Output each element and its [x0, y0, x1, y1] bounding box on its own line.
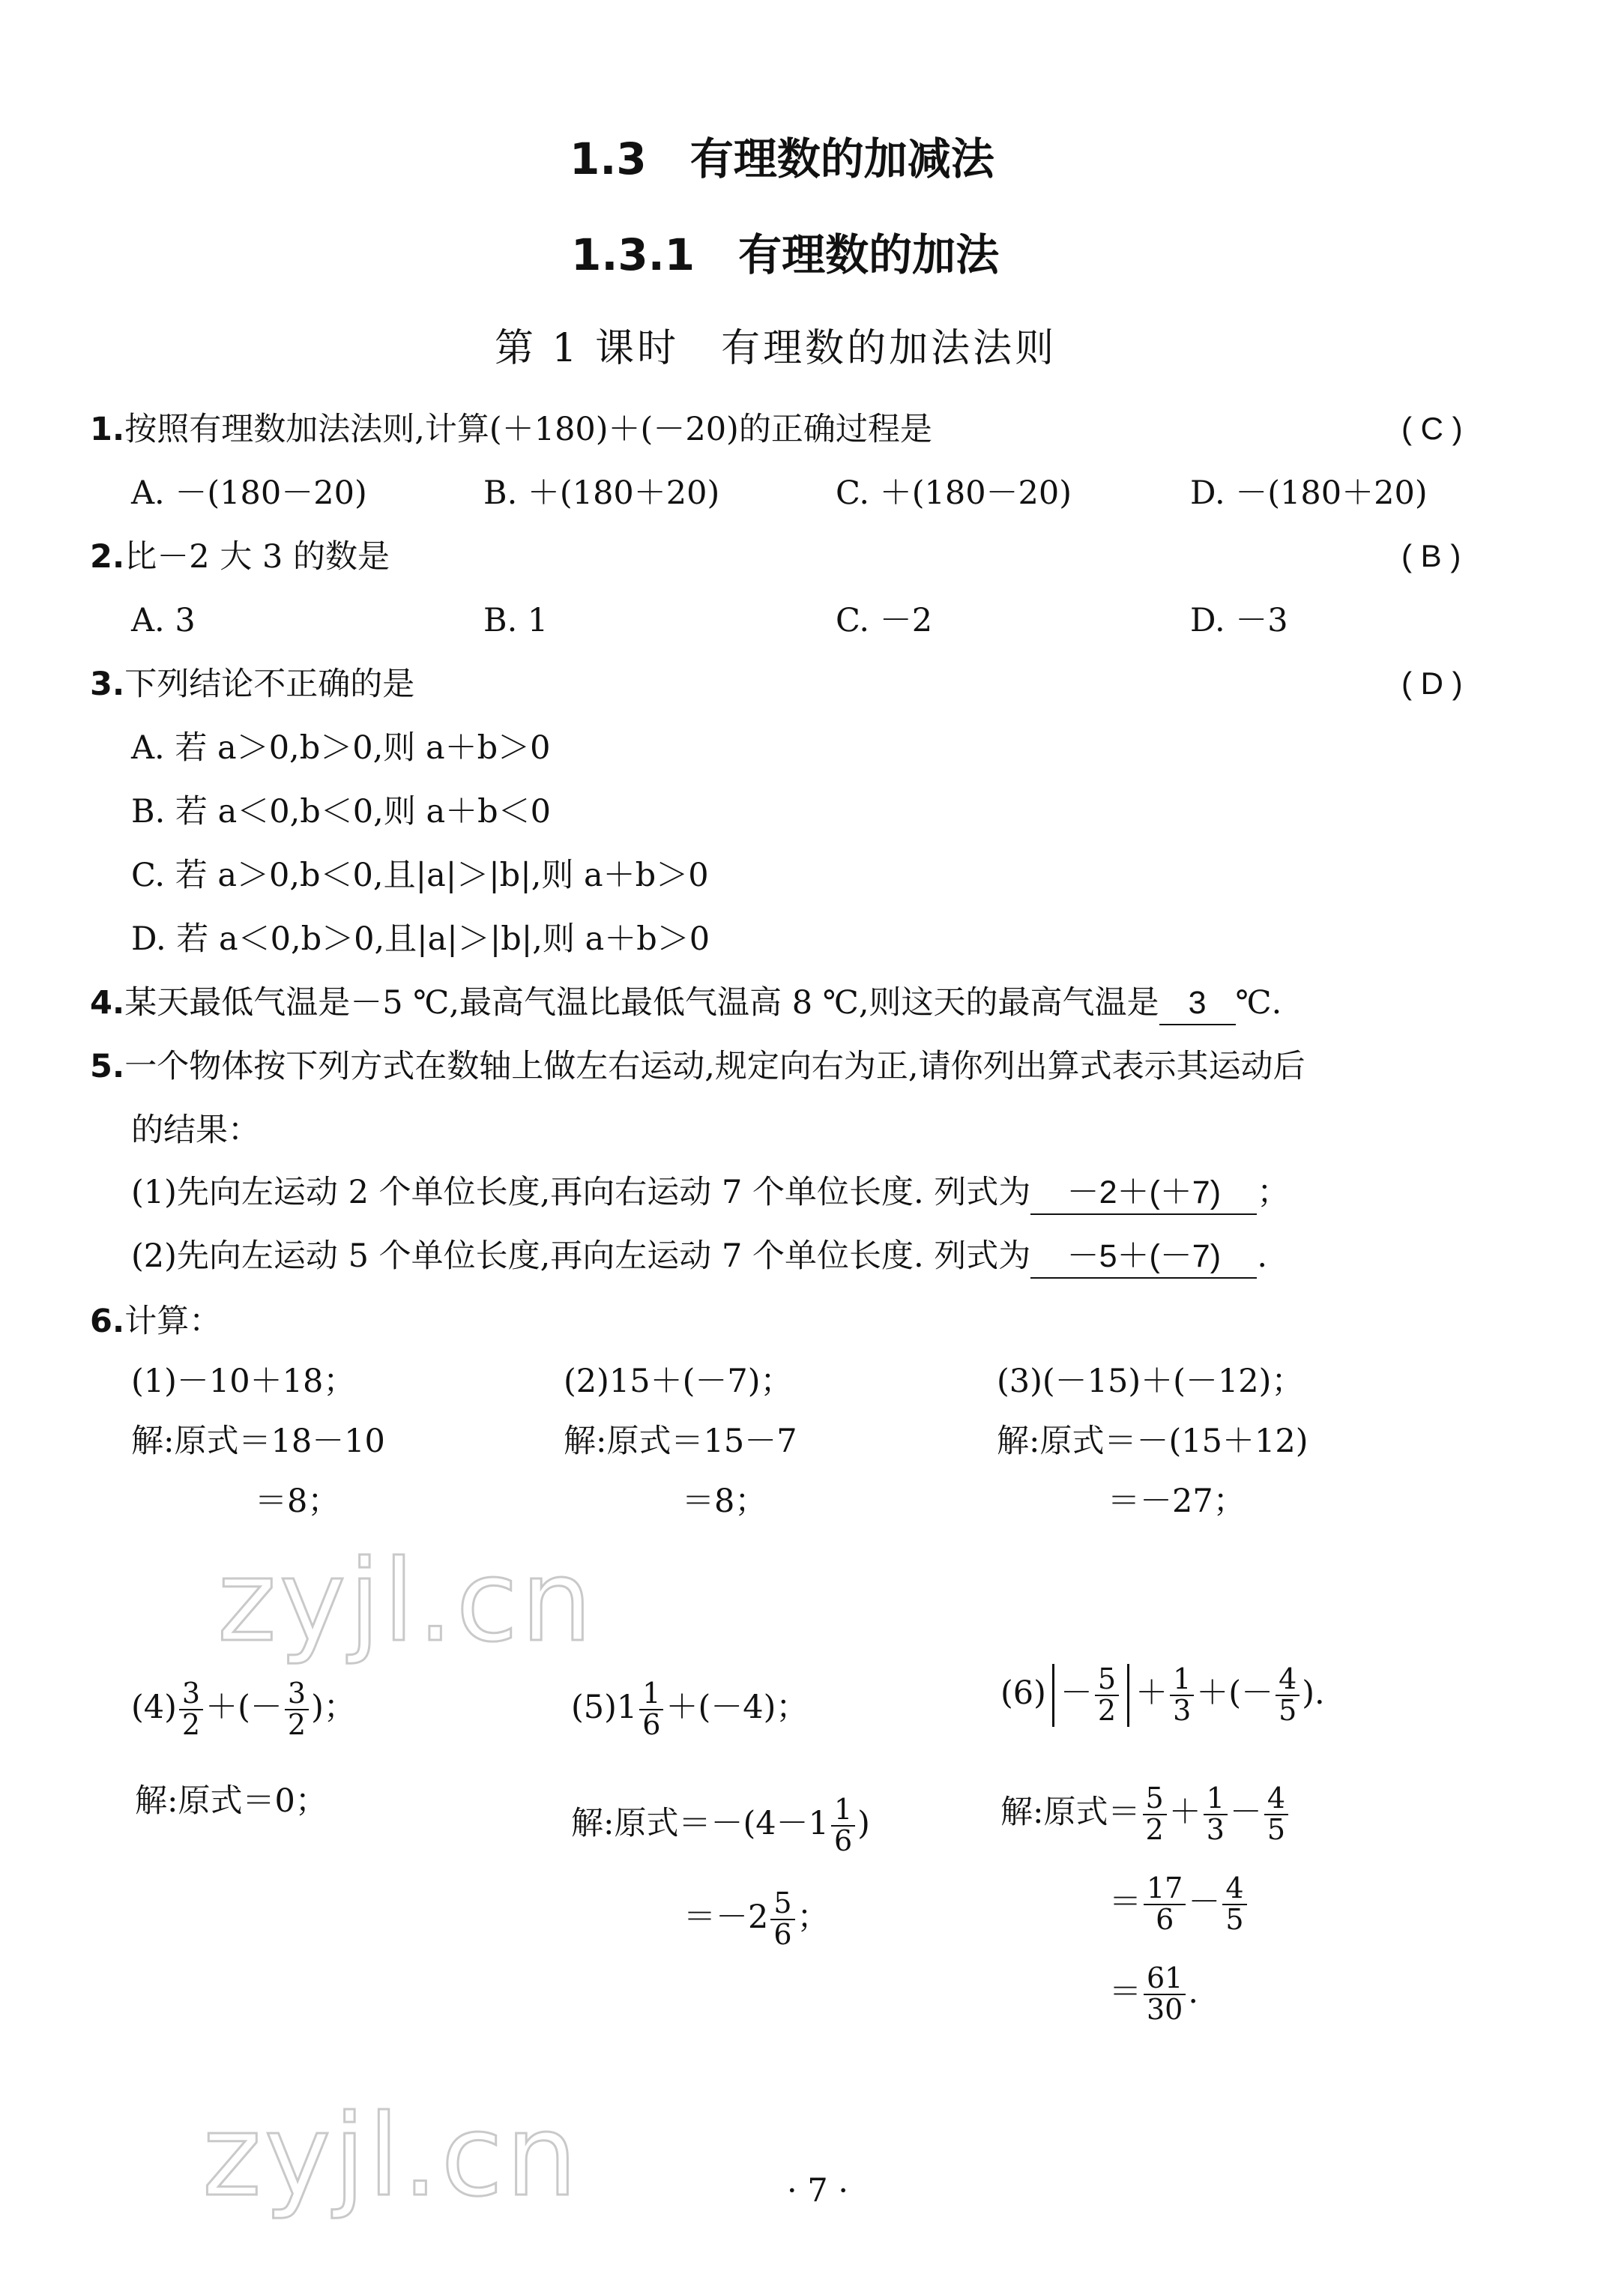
option-c: C. 若 a＞0,b＜0,且|a|＞|b|,则 a＋b＞0 [131, 857, 709, 894]
fraction: $\frac{5}{2}$ [1143, 1784, 1167, 1845]
question-number: 3. [90, 666, 125, 703]
calc-1-expression: (1)－10＋18； [131, 1363, 356, 1400]
answer-choice: ( B ) [1401, 538, 1461, 573]
question-5 [90, 1046, 1305, 1088]
fraction: $\frac{3}{2}$ [285, 1679, 309, 1740]
question-4 [90, 982, 1282, 1025]
calc-6-solution-line-1: 解:原式＝ $\frac{5}{2}$ ＋ $\frac{1}{3}$ － $\frac{4}{5}$ [1000, 1784, 1291, 1845]
fraction: $\frac{5}{2}$ [1095, 1665, 1119, 1726]
calc-5-solution-line-2: ＝－2 $\frac{5}{6}$ ； [683, 1887, 830, 1951]
part-tail: ； [1257, 1174, 1290, 1211]
option-c: C. ＋(180－20) [836, 474, 1072, 512]
abs-bar [1052, 1664, 1054, 1727]
option-a: A. －(180－20) [131, 474, 367, 512]
option-d: D. －(180＋20) [1190, 474, 1428, 512]
part-text: (2)先向左运动 5 个单位长度,再向左运动 7 个单位长度. 列式为 [131, 1237, 1031, 1275]
fraction: $\frac{1}{6}$ [639, 1679, 663, 1740]
calc-5-expression: (5)1 $\frac{1}{6}$ ＋(－4)； [571, 1677, 809, 1741]
question-stem: 按照有理数加法法则,计算(＋180)＋(－20)的正确过程是 [124, 411, 932, 448]
calc-3-expression: (3)(－15)＋(－12)； [997, 1363, 1304, 1400]
calc-6-expression: (6) － $\frac{5}{2}$ ＋ $\frac{1}{3}$ ＋(－ $\frac{4}{5}$ ). [1000, 1662, 1325, 1727]
fraction: $\frac{4}{5}$ [1276, 1665, 1299, 1726]
question-5-part-1 [131, 1171, 1289, 1215]
calc-2-expression: (2)15＋(－7)； [564, 1363, 793, 1400]
fraction: $\frac{3}{2}$ [179, 1679, 203, 1740]
watermark: zyjl.cn [202, 2091, 581, 2222]
question-number: 5. [90, 1048, 125, 1085]
answer-choice: ( D ) [1401, 666, 1463, 701]
watermark: zyjl.cn [217, 1536, 596, 1667]
answer-blank: －2＋(＋7) [1030, 1171, 1257, 1215]
subsection-title: 1.3.1 有理数的加法 [571, 229, 1000, 280]
answer-blank: 3 [1159, 982, 1236, 1025]
option-a: A. 3 [131, 602, 196, 639]
question-6 [90, 1300, 221, 1342]
part-text: (1)先向左运动 2 个单位长度,再向右运动 7 个单位长度. 列式为 [131, 1174, 1031, 1211]
question-number: 2. [90, 538, 125, 576]
option-d: D. 若 a＜0,b＞0,且|a|＞|b|,则 a＋b＞0 [131, 920, 710, 958]
calc-3-solution-line-1: 解:原式＝－(15＋12) [997, 1423, 1308, 1460]
fraction: $\frac{1}{3}$ [1170, 1665, 1194, 1726]
option-a: A. 若 a＞0,b＞0,则 a＋b＞0 [131, 729, 551, 767]
question-number: 1. [90, 411, 125, 448]
fraction: $\frac{5}{6}$ [770, 1889, 794, 1950]
question-5-continued: 的结果： [131, 1112, 260, 1149]
calc-1-solution-line-1: 解:原式＝18－10 [131, 1423, 385, 1460]
question-stem: 计算： [124, 1303, 222, 1340]
question-5-part-2 [131, 1235, 1267, 1279]
answer-choice: ( C ) [1401, 411, 1463, 446]
abs-bar [1127, 1664, 1129, 1727]
option-b: B. 1 [483, 602, 549, 639]
option-b: B. ＋(180＋20) [483, 474, 720, 512]
calc-1-solution-line-2: ＝8； [255, 1483, 340, 1520]
calc-4-expression: (4) $\frac{3}{2}$ ＋(－ $\frac{3}{2}$ )； [131, 1677, 356, 1741]
lesson-title: 第 1 课时 有理数的加法法则 [495, 326, 1057, 371]
question-tail: ℃. [1235, 984, 1282, 1022]
fraction: $\frac{1}{6}$ [831, 1795, 855, 1857]
part-tail: . [1257, 1237, 1267, 1275]
section-title: 1.3 有理数的加减法 [570, 133, 994, 184]
question-stem: 某天最低气温是－5 ℃,最高气温比最低气温高 8 ℃,则这天的最高气温是 [124, 984, 1159, 1022]
calc-2-solution-line-1: 解:原式＝15－7 [564, 1423, 797, 1460]
question-3 [90, 663, 414, 705]
calc-6-solution-line-2: ＝ $\frac{17}{6}$ － $\frac{4}{5}$ [1109, 1874, 1249, 1935]
question-number: 6. [90, 1303, 125, 1340]
question-number: 4. [90, 984, 125, 1022]
fraction: $\frac{17}{6}$ [1144, 1874, 1186, 1935]
fraction: $\frac{4}{5}$ [1264, 1784, 1288, 1845]
option-d: D. －3 [1190, 602, 1288, 639]
option-b: B. 若 a＜0,b＜0,则 a＋b＜0 [131, 793, 552, 830]
question-stem: 下列结论不正确的是 [124, 666, 415, 703]
option-c: C. －2 [836, 602, 933, 639]
calc-6-solution-line-3: ＝ $\frac{61}{30}$ . [1109, 1961, 1199, 2026]
question-stem: 比－2 大 3 的数是 [124, 538, 390, 576]
question-2 [90, 536, 390, 578]
question-stem: 一个物体按下列方式在数轴上做左右运动,规定向右为正,请你列出算式表示其运动后 [124, 1048, 1305, 1085]
calc-4-solution: 解:原式＝0； [135, 1782, 327, 1820]
fraction: $\frac{61}{30}$ [1144, 1964, 1186, 2025]
fraction: $\frac{4}{5}$ [1222, 1874, 1246, 1935]
calc-5-solution-line-1: 解:原式＝－(4－1 $\frac{1}{6}$ ) [571, 1793, 870, 1857]
calc-3-solution-line-2: ＝－27； [1108, 1483, 1246, 1520]
answer-blank: －5＋(－7) [1030, 1235, 1257, 1279]
fraction: $\frac{1}{3}$ [1204, 1784, 1228, 1845]
question-1 [90, 408, 932, 450]
calc-2-solution-line-2: ＝8； [682, 1483, 767, 1520]
page-number: · 7 · [787, 2172, 849, 2210]
